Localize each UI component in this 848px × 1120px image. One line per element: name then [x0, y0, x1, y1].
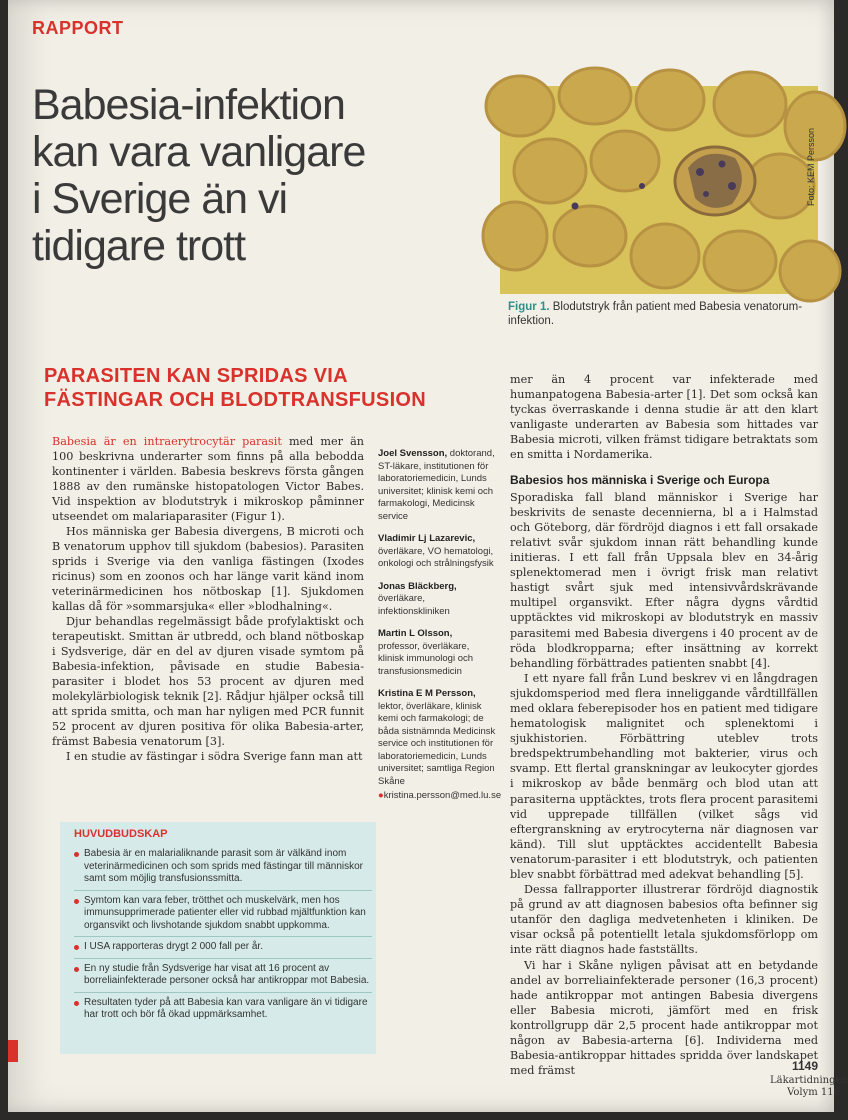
- author-name: Jonas Bläckberg,: [378, 580, 457, 592]
- author-list: [378, 448, 502, 803]
- blood-smear-image: [500, 86, 818, 294]
- author-affiliation: professor, överläkare, klinisk immunologi och transfusionsmedicin: [378, 640, 474, 677]
- key-message-item: Symtom kan vara feber, trötthet och muskelvärk, men hos immunsupprimerade patienter eller vid rubbad mjältfunktion kan organsvikt och livshotande sjukdom snabbt uppkomma.: [74, 895, 372, 933]
- paragraph-text: med mer än 100 beskrivna underarter som finns på alla bebodda kontinenter i världen. Babesia beskrevs första gången 1888 av den rumänske histopatologen Victor Babes. Vid inspektion av blodutstryk i mikroskop påminner utseendet om malariaparasiter (Figur 1).: [52, 435, 364, 523]
- magazine-page: [8, 0, 848, 1112]
- paragraph: Djur behandlas regelmässigt både profylaktiskt och terapeutiskt. Smittan är utbredd, och bland nötboskap i Sydsverige, där en del av djuren visade symtom på Babesia-infektion, påvisade en studie Babesia-parasiter i blodet hos 53 procent av djuren med molekylärbiologisk teknik [2]. Rådjur hjälper också till att sprida smitta, och man har nyligen med PCR funnit 52 procent av djuren positiva för olika Babesia-arter, främst Babesia venatorum [3].: [52, 615, 364, 748]
- divider: [74, 992, 372, 993]
- subheading-line: FÄSTINGAR OCH BLODTRANSFUSION: [44, 389, 427, 411]
- paragraph: [52, 434, 364, 524]
- section-label: RAPPORT: [32, 18, 124, 38]
- author-email[interactable]: ●kristina.persson@med.lu.se: [378, 790, 502, 801]
- journal-name: Läkartidningen: [770, 1075, 848, 1086]
- author-name: Vladimir Lj Lazarevic,: [378, 533, 476, 544]
- key-message-item: En ny studie från Sydsverige har visat att 16 procent av borreliainfekterade personer också har antikroppar mot Babesia.: [74, 963, 372, 988]
- email-bullet-icon: ●: [378, 790, 384, 801]
- author-name: Kristina E M Persson,: [378, 688, 476, 699]
- author-affiliation: överläkare, infektionskliniken: [378, 593, 450, 617]
- figure-label: Figur 1.: [508, 301, 550, 313]
- article-subheading: [44, 364, 484, 412]
- paragraph: Sporadiska fall bland människor i Sverige har beskrivits de senaste decennierna, bl a i Halmstad och Göteborg, där fördröjd diagnos i ett fall orsakade relativt svår sjukdom innan rätt behandling kunde initieras. I ett fall från Uppsala blev en 34-årig splenektomerad men i övrigt frisk man relativt hastigt svårt sjuk med intensivvårdskrävande multipel organsvikt. Efter några dygns vårdtid upptäcktes vid mikroskopi av blodutstryk en massiv parasitemi med Babesia divergens i 40 procent av de röda blodkropparna; efter insättning av korrekt behandling förbättrades patienten snabbt [4].: [510, 490, 818, 670]
- figure-caption-text: Blodutstryk från patient med Babesia venatorum-infektion.: [508, 301, 803, 327]
- title-line: i Sverige än vi: [32, 175, 288, 223]
- key-message-item: Resultaten tyder på att Babesia kan vara vanligare än vi tidigare har trott och bör få ökad uppmärksamhet.: [74, 997, 372, 1022]
- key-message-item: I USA rapporteras drygt 2 000 fall per år.: [74, 941, 372, 954]
- author-name: Martin L Olsson,: [378, 628, 453, 639]
- author-affiliation: doktorand, ST-läkare, institutionen för laboratoriemedicin, Lunds universitet; klinisk kemi och farmakologi, Medicinsk service: [378, 448, 495, 522]
- article-title: [32, 82, 492, 270]
- page-edge-tab: [8, 1040, 18, 1062]
- section-heading: Babesios hos människa i Sverige och Europa: [510, 472, 770, 487]
- paragraph: Dessa fallrapporter illustrerar fördröjd diagnostik på grund av att diagnosen babesios ofta befinner sig utanför den dagliga medvetenheten i kliniken. De visar också på potentiellt letala sjukdomsförlopp om inte rätt diagnos hade fastställts.: [510, 883, 818, 957]
- author-entry: [378, 448, 496, 523]
- figure-caption: [508, 300, 814, 328]
- title-line: kan vara vanligare: [32, 128, 366, 176]
- page-number: 1149: [792, 1059, 819, 1073]
- author-entry: [378, 533, 496, 571]
- divider: [74, 958, 372, 959]
- key-messages-title: HUVUDBUDSKAP: [74, 828, 168, 840]
- author-name: Joel Svensson,: [378, 448, 448, 459]
- author-entry: [378, 688, 496, 788]
- paragraph: Hos människa ger Babesia divergens, B microti och B venatorum upphov till sjukdom (babesios). Parasiten sprids i Sverige via den vanliga fästingen (Ixodes ricinus) som en zoonos och har länge varit känd inom veterinärmedicinen hos nötboskap [1]. Sjukdomen kallas då för »sommarsjuka« eller »blodhalning«.: [52, 525, 364, 613]
- paragraph: Vi har i Skåne nyligen påvisat att en betydande andel av borreliainfekterade personer (16,3 procent) hade antikroppar mot antingen Babesia divergens eller Babesia microti, jämfört med en frisk kontrollgrupp där 2,5 procent hade antikroppar mot någon av Babesia-arterna [6]. Individerna med Babesia-antikroppar hittades spridda över landskapet med främst: [510, 958, 818, 1078]
- paragraph: I ett nyare fall från Lund beskrev vi en långdragen sjukdomsperiod med flera inneliggande vårdtillfällen med oklara feberepisoder hos en patient med tidigare hematologisk malignitet och splenektomi i sjukhistorien. Förbättring uteblev trots bredspektrumbehandling mot bakterier, virus och svamp. Ett flertal granskningar av leukocyter gjordes i mikroskop av både benmärg och blod utan att parasiterna upptäcktes, trots flera procent parasitemi vid upprepade tillfällen (vilket sågs vid eftergranskning av erytrocyterna när diagnosen var känd). Till slut upptäcktes accidentellt Babesia venatorum-parasiter i ett blodutstryk, och patienten blev snabbt förbättrad med adekvat behandling [5].: [510, 671, 818, 881]
- key-messages-box: [60, 822, 376, 1054]
- subheading-line: PARASITEN KAN SPRIDAS VIA: [44, 365, 348, 387]
- paragraph: mer än 4 procent var infekterade med humanpatogena Babesia-arter [1]. Det som också kan tyckas överraskande i denna studie är att den klart vanligaste underarten av Babesia som hittades var Babesia microti, vilken främst tidigare betraktats som en smitta i Nordamerika.: [510, 373, 818, 462]
- left-text-column: [52, 434, 364, 764]
- key-message-item: Babesia är en malarialiknande parasit som är välkänd inom veterinärmedicinen och som sprids med fästingar till människor samt som möjlig transfusionssmitta.: [74, 848, 372, 886]
- paragraph: I en studie av fästingar i södra Sverige fann man att: [66, 750, 363, 763]
- author-affiliation: överläkare, VO hematologi, onkologi och strålningsfysik: [378, 545, 494, 569]
- divider: [74, 936, 372, 937]
- journal-volume: Volym 116: [787, 1087, 840, 1098]
- journal-info: [770, 1075, 848, 1099]
- title-line: tidigare trott: [32, 222, 246, 270]
- key-messages-list: [74, 848, 372, 1026]
- right-text-column: [510, 372, 818, 1078]
- title-line: Babesia-infektion: [32, 81, 345, 129]
- author-entry: [378, 628, 496, 678]
- divider: [74, 890, 372, 891]
- blood-smear-figure: [500, 86, 818, 294]
- author-entry: [378, 581, 496, 619]
- lead-in: Babesia är en intraerytrocytär parasit: [52, 435, 282, 448]
- photo-credit: Foto: KEM Persson: [806, 127, 816, 206]
- author-affiliation: lektor, överläkare, klinisk kemi och farmakologi; de båda sistnämnda Medicinsk service och institutionen för laboratoriemedicin, Lunds universitet; samtliga Region Skåne: [378, 700, 496, 787]
